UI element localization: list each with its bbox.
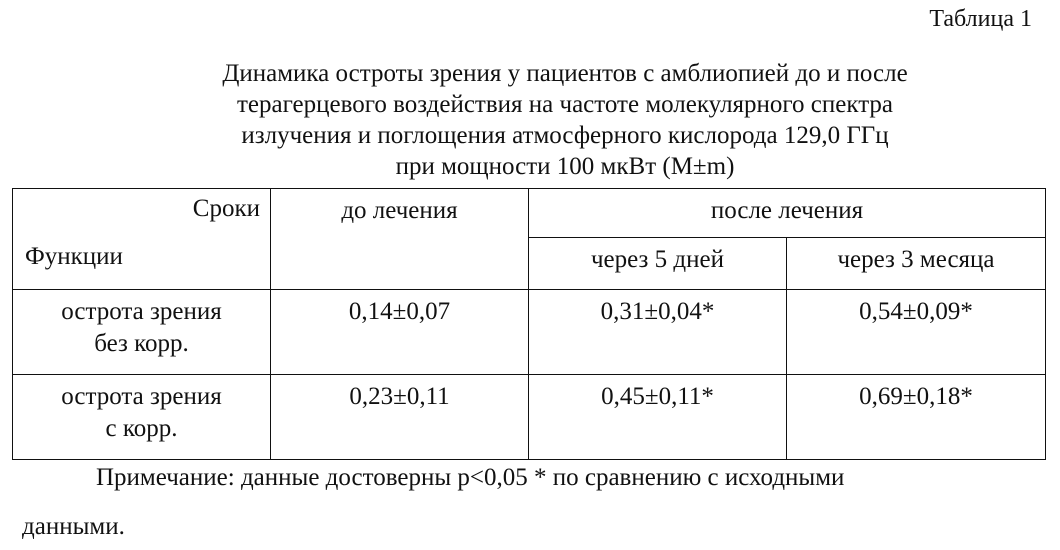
caption-line: терагерцевого воздействия на частоте молекулярного спектра (236, 91, 894, 118)
row-name-line: острота зрения (61, 383, 222, 410)
caption-line: Динамика остроты зрения у пациентов с амблиопией до и после (222, 60, 908, 87)
table-caption (0, 58, 1060, 182)
row-name-line: с корр. (105, 415, 178, 442)
functions-header: Функции (25, 243, 123, 270)
table-row (13, 375, 1046, 460)
row-name-line: острота зрения (61, 298, 222, 325)
table-note: Примечание: данные достоверны p<0,05 * по сравнению с исходными (96, 464, 845, 491)
caption-line: при мощности 100 мкВт (M±m) (395, 153, 735, 180)
caption-line: излучения и поглощения атмосферного кислорода 129,0 ГГц (241, 122, 889, 149)
after-treatment-header: после лечения (529, 189, 1046, 238)
value-before-cell: 0,14±0,07 (271, 290, 529, 375)
corner-header-cell (13, 189, 271, 290)
row-name-line: без корр. (94, 330, 189, 357)
value-5-days-cell: 0,45±0,11* (529, 375, 787, 460)
before-treatment-header: до лечения (271, 189, 529, 290)
results-table (12, 188, 1046, 460)
table-header-row (13, 189, 1046, 238)
value-3-months-cell: 0,54±0,09* (787, 290, 1046, 375)
value-5-days-cell: 0,31±0,04* (529, 290, 787, 375)
table-row (13, 290, 1046, 375)
row-function-name (13, 375, 271, 460)
table-number-label: Таблица 1 (929, 6, 1032, 32)
after-5-days-header: через 5 дней (529, 238, 787, 290)
table-note-continuation: данными. (22, 513, 125, 540)
row-function-name (13, 290, 271, 375)
terms-header: Сроки (192, 195, 260, 222)
value-before-cell: 0,23±0,11 (271, 375, 529, 460)
after-3-months-header: через 3 месяца (787, 238, 1046, 290)
value-3-months-cell: 0,69±0,18* (787, 375, 1046, 460)
